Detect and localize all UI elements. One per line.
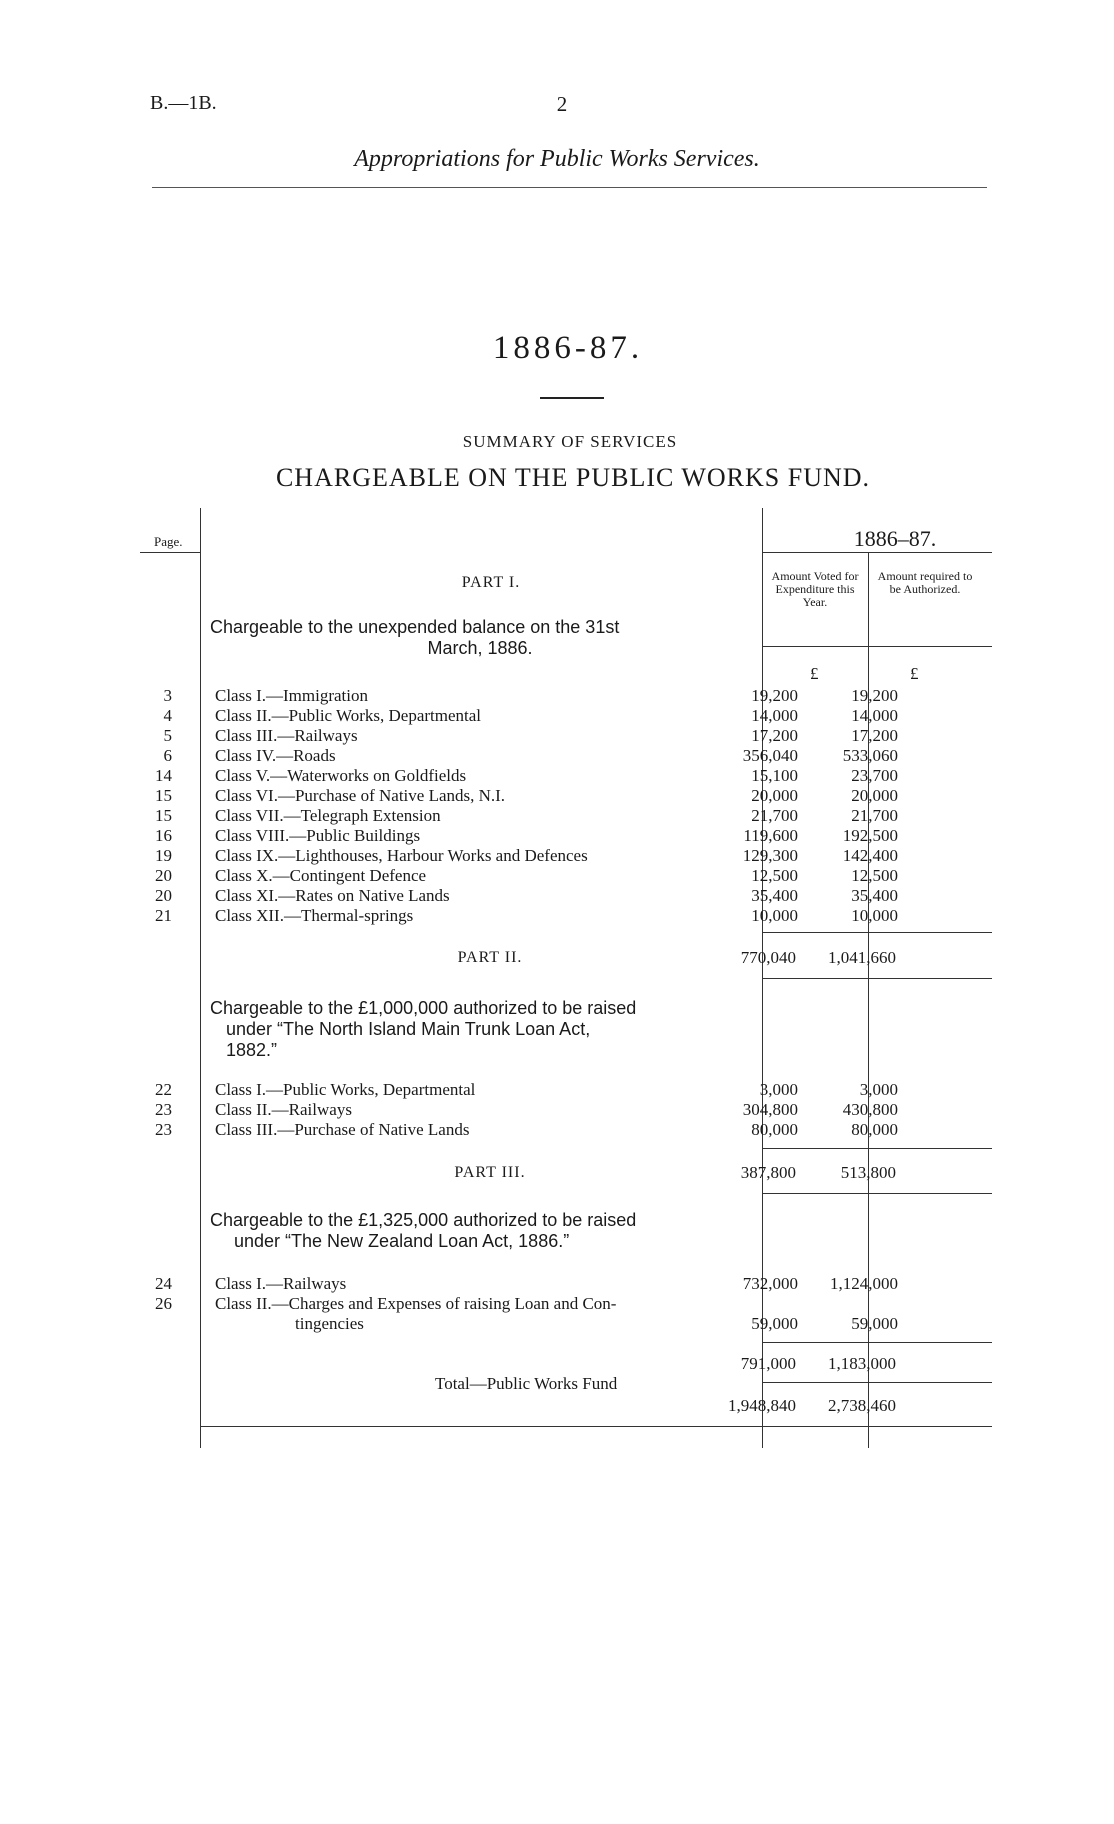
chargeable-heading: CHARGEABLE ON THE PUBLIC WORKS FUND. (275, 463, 871, 492)
subtotal-rule-4 (762, 1193, 992, 1194)
subtotal-rule-5 (762, 1342, 992, 1343)
row-page: 23 (155, 1100, 172, 1119)
part-one-title: PART I. (461, 574, 521, 591)
table-row (140, 806, 992, 827)
table-row (140, 1080, 992, 1101)
table-row (140, 1274, 992, 1295)
row-page: 20 (155, 886, 172, 905)
part-two-desc-2: under “The North Island Main Trunk Loan Act, (226, 1019, 591, 1039)
row-voted: 10,000 (751, 906, 798, 925)
row-voted: 35,400 (751, 886, 798, 905)
row-page: 16 (155, 826, 172, 845)
row-required: 192,500 (842, 826, 898, 845)
subtotal-rule-1 (762, 932, 992, 933)
part-three-desc-1: Chargeable to the £1,325,000 authorized to be raised (210, 1210, 637, 1230)
row-required: 12,500 (851, 866, 898, 885)
part-two-subtotal-required: 513,800 (840, 1163, 896, 1182)
row-label-continuation: tingencies (295, 1314, 364, 1333)
row-page: 4 (163, 706, 172, 725)
table-bottom-rule (200, 1426, 992, 1427)
table-row (140, 686, 992, 707)
table-row (140, 886, 992, 907)
row-voted: 12,500 (751, 866, 798, 885)
row-required: 80,000 (851, 1120, 898, 1139)
row-voted: 304,800 (742, 1100, 798, 1119)
part-three-title: PART III. (454, 1164, 526, 1181)
row-voted: 732,000 (742, 1274, 798, 1293)
row-page: 20 (155, 866, 172, 885)
document-reference: B.—1B. (150, 92, 217, 114)
row-page: 21 (155, 906, 172, 925)
row-label: Class I.—Railways (215, 1274, 347, 1293)
row-page: 19 (155, 846, 172, 865)
page-column-header: Page. (154, 534, 183, 549)
subtotal-rule-3 (762, 1148, 992, 1149)
part-two-desc-3: 1882.” (226, 1040, 278, 1060)
row-label: Class XII.—Thermal-springs (215, 906, 414, 925)
part-three-desc-2: under “The New Zealand Loan Act, 1886.” (234, 1231, 570, 1251)
row-label: Class X.—Contingent Defence (215, 866, 427, 885)
row-label: Class I.—Immigration (215, 686, 368, 705)
row-label: Class VII.—Telegraph Extension (215, 806, 441, 825)
currency-symbol-voted: £ (810, 664, 819, 683)
required-column-header: Amount required to be Authorized. (877, 569, 973, 596)
row-required: 142,400 (842, 846, 898, 865)
row-voted: 356,040 (742, 746, 798, 765)
row-voted: 3,000 (759, 1080, 798, 1099)
year-title: 1886-87. (492, 330, 644, 366)
currency-symbol-required: £ (910, 664, 919, 683)
row-voted: 59,000 (751, 1314, 798, 1333)
total-label: Total—Public Works Fund (435, 1374, 618, 1393)
table-row (140, 726, 992, 747)
part-three-subtotal-required: 1,183,000 (828, 1354, 896, 1373)
row-required: 10,000 (851, 906, 898, 925)
row-page: 14 (155, 766, 172, 785)
title-rule (540, 397, 604, 399)
row-voted: 80,000 (751, 1120, 798, 1139)
year-column-header: 1886–87. (853, 526, 937, 551)
row-label: Class II.—Charges and Expenses of raising Loan and Con- (215, 1294, 617, 1313)
row-voted: 129,300 (742, 846, 798, 865)
row-label: Class II.—Public Works, Departmental (215, 706, 482, 725)
row-page: 15 (155, 786, 172, 805)
page-number: 2 (556, 92, 568, 116)
subtotal-rule-2 (762, 978, 992, 979)
row-label: Class VI.—Purchase of Native Lands, N.I. (215, 786, 506, 805)
row-required: 59,000 (851, 1314, 898, 1333)
table-row (140, 706, 992, 727)
row-label: Class III.—Purchase of Native Lands (215, 1120, 470, 1139)
row-required: 430,800 (842, 1100, 898, 1119)
row-label: Class I.—Public Works, Departmental (215, 1080, 476, 1099)
row-voted: 19,200 (751, 686, 798, 705)
table-row (140, 906, 992, 927)
summary-table (140, 508, 992, 1453)
part-one-subtotal-voted: 770,040 (740, 948, 796, 967)
row-page: 22 (155, 1080, 172, 1099)
row-required: 533,060 (842, 746, 898, 765)
row-page: 15 (155, 806, 172, 825)
row-required: 21,700 (851, 806, 898, 825)
row-required: 14,000 (851, 706, 898, 725)
total-rule-1 (762, 1382, 992, 1383)
summary-heading: SUMMARY OF SERVICES (462, 432, 678, 451)
row-page: 6 (163, 746, 172, 765)
table-row (140, 846, 992, 867)
part-one-desc-2: March, 1886. (427, 638, 533, 658)
total-required: 2,738,460 (828, 1396, 896, 1415)
part-two-desc-1: Chargeable to the £1,000,000 authorized to be raised (210, 998, 637, 1018)
row-page: 24 (155, 1274, 172, 1293)
table-row (140, 746, 992, 767)
row-page: 3 (163, 686, 172, 705)
table-row (140, 1120, 992, 1141)
row-label: Class V.—Waterworks on Goldfields (215, 766, 467, 785)
row-label: Class II.—Railways (215, 1100, 352, 1119)
row-required: 1,124,000 (830, 1274, 898, 1293)
running-title: Appropriations for Public Works Services. (354, 146, 760, 172)
part-three-subtotal-voted: 791,000 (740, 1354, 796, 1373)
row-required: 20,000 (851, 786, 898, 805)
row-voted: 14,000 (751, 706, 798, 725)
part-two-title: PART II. (457, 949, 523, 966)
row-required: 19,200 (851, 686, 898, 705)
part-one-subtotal-required: 1,041,660 (828, 948, 896, 967)
row-required: 3,000 (859, 1080, 898, 1099)
row-voted: 17,200 (751, 726, 798, 745)
row-label: Class VIII.—Public Buildings (215, 826, 421, 845)
header-rule (152, 187, 987, 188)
col-header-rule (762, 646, 992, 647)
row-label: Class XI.—Rates on Native Lands (215, 886, 450, 905)
table-row (140, 1100, 992, 1121)
part-one-desc-1: Chargeable to the unexpended balance on the 31st (210, 617, 620, 637)
row-label: Class III.—Railways (215, 726, 358, 745)
row-voted: 15,100 (751, 766, 798, 785)
table-row (140, 766, 992, 787)
row-page: 5 (163, 726, 172, 745)
year-header-rule (762, 552, 992, 553)
table-row (140, 786, 992, 807)
row-label: Class IV.—Roads (215, 746, 336, 765)
row-page: 26 (155, 1294, 172, 1313)
row-required: 23,700 (851, 766, 898, 785)
row-required: 35,400 (851, 886, 898, 905)
row-voted: 20,000 (751, 786, 798, 805)
part-two-subtotal-voted: 387,800 (740, 1163, 796, 1182)
table-row (140, 826, 992, 847)
table-row (140, 1314, 992, 1335)
table-row (140, 866, 992, 887)
row-voted: 21,700 (751, 806, 798, 825)
row-voted: 119,600 (743, 826, 798, 845)
page-header-rule (140, 552, 200, 553)
voted-column-header: Amount Voted for Expenditure this Year. (771, 569, 859, 609)
row-required: 17,200 (851, 726, 898, 745)
row-page: 23 (155, 1120, 172, 1139)
total-voted: 1,948,840 (728, 1396, 796, 1415)
row-label: Class IX.—Lighthouses, Harbour Works and Defences (215, 846, 588, 865)
table-row (140, 1294, 992, 1315)
